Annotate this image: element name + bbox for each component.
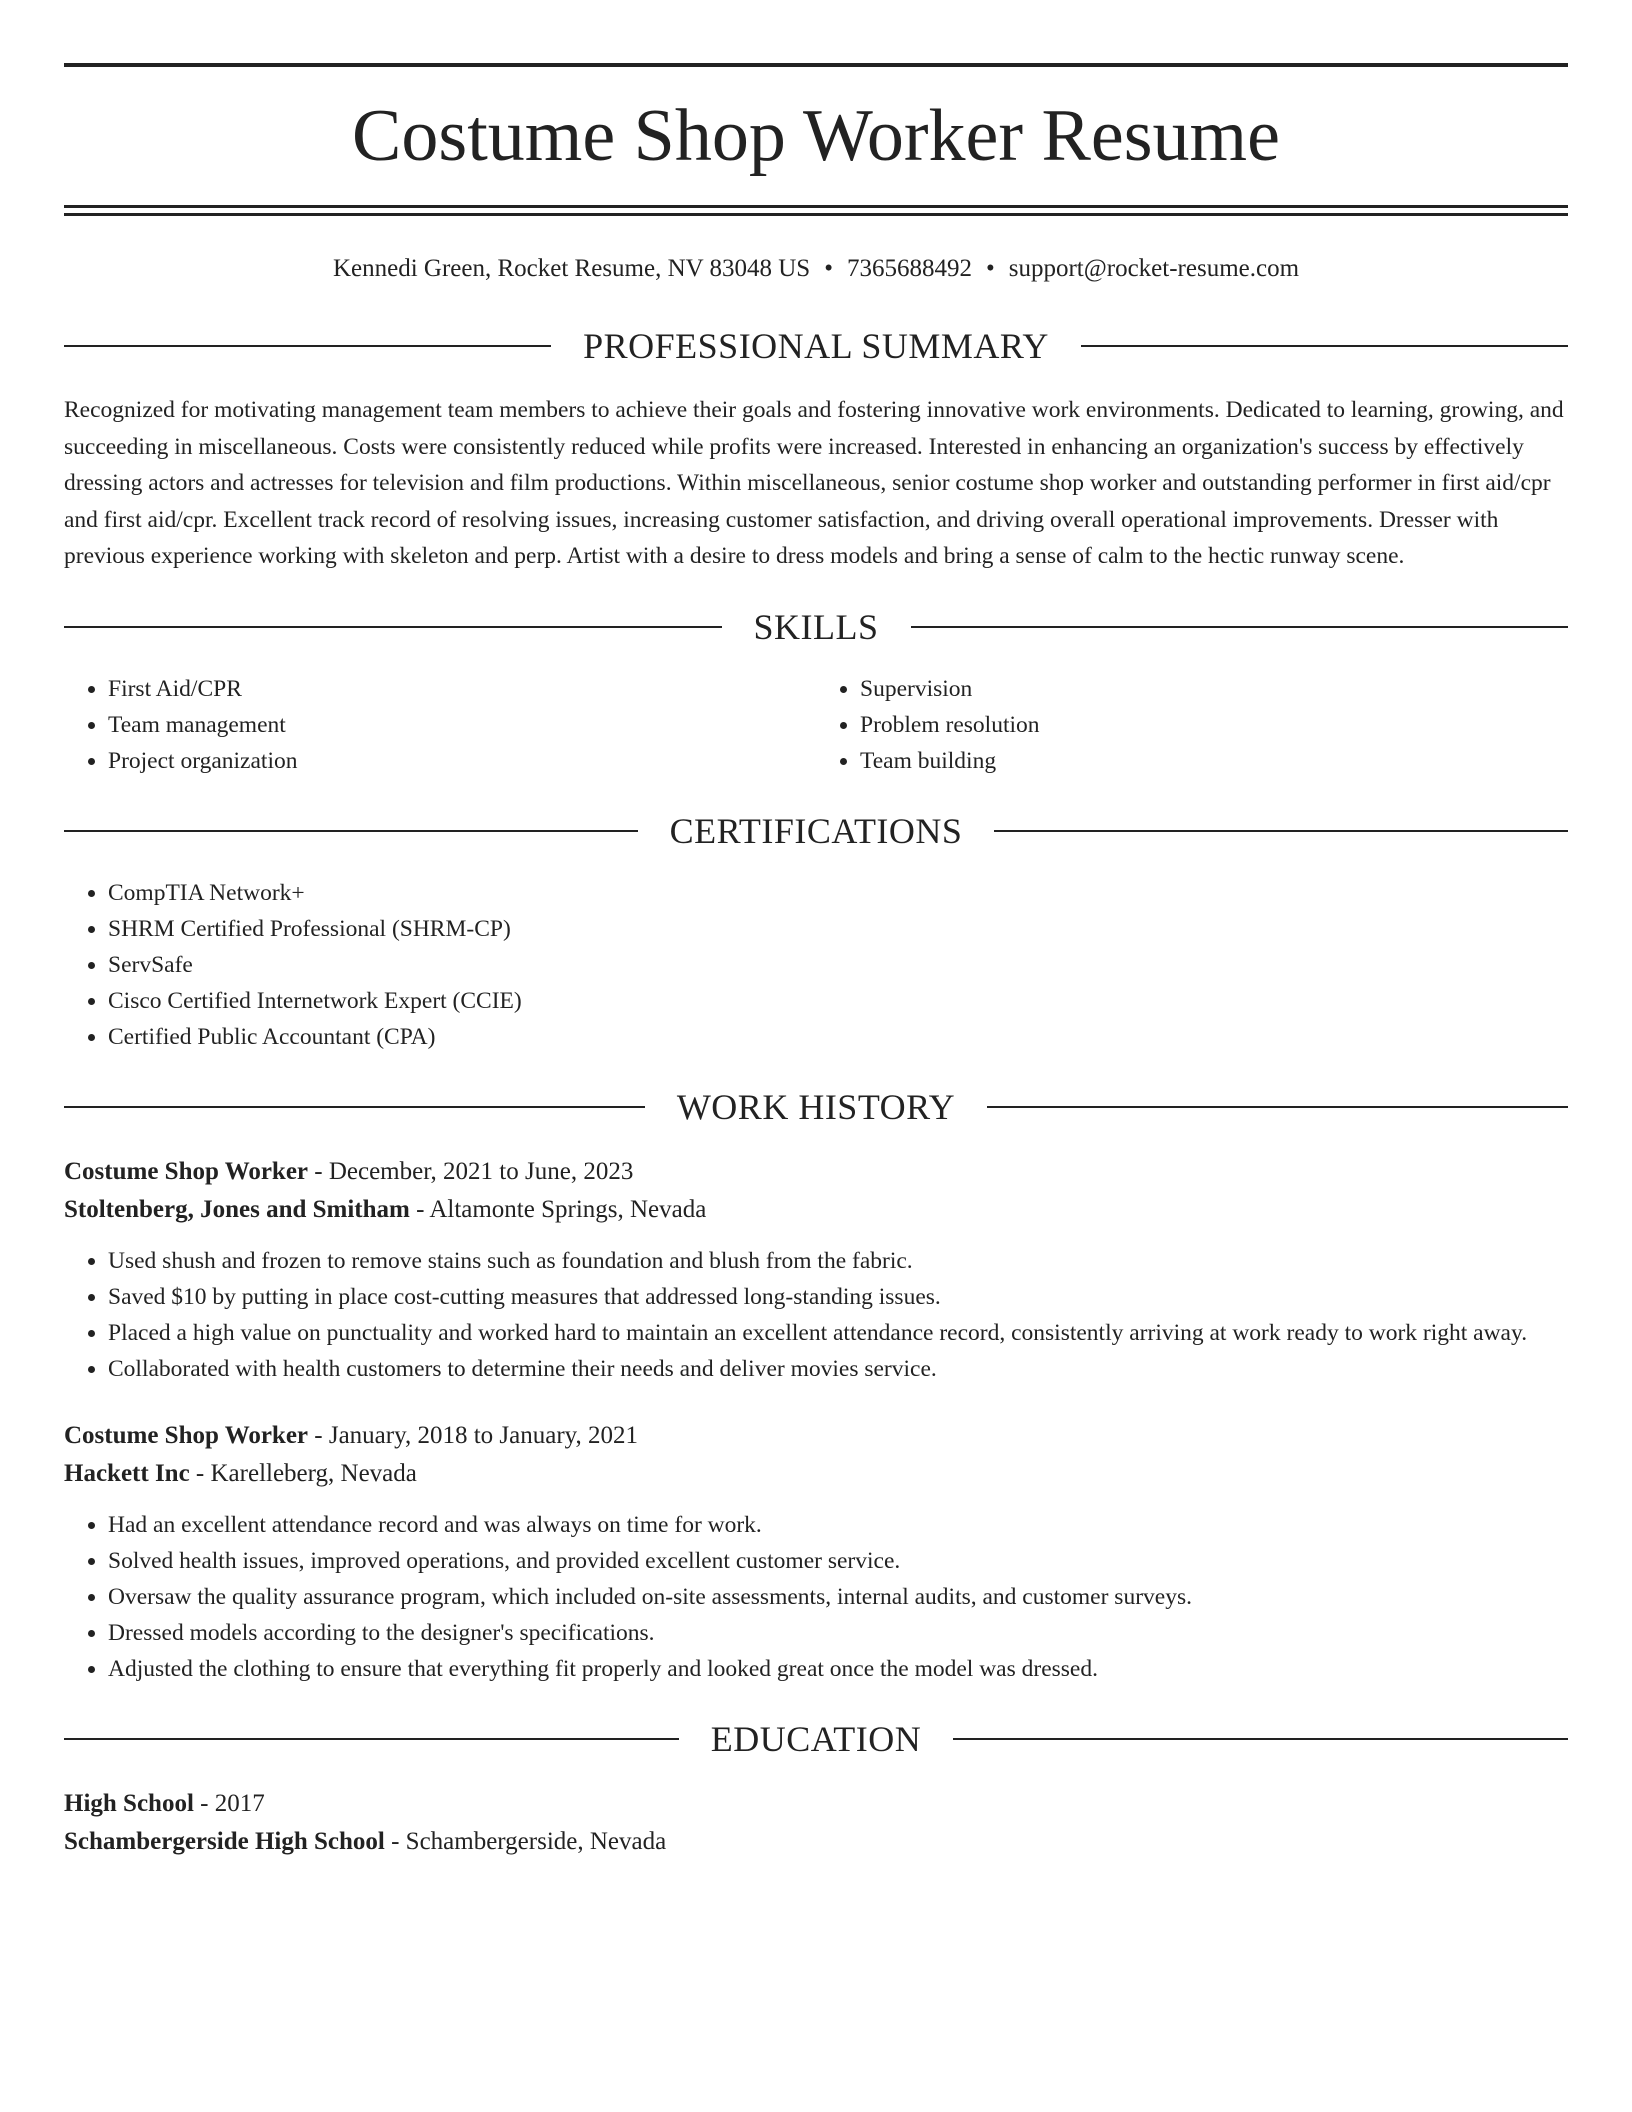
- title-block: [64, 63, 1568, 179]
- section-heading-certifications: [64, 811, 1568, 851]
- job-bullets: [64, 1507, 1568, 1687]
- certification-item: • Certified Public Accountant (CPA): [108, 1019, 1568, 1055]
- education-location: - Schambergerside, Nevada: [384, 1827, 667, 1855]
- section-heading-skills: [64, 607, 1568, 647]
- summary-text: Recognized for motivating management team members to achieve their goals and fostering innovative work environments. Dedicated to learning, growing, and succeeding in miscellaneous. Costs were consistently reduced while profits were increased. Interested in enhancing an organization's success by effectively dressing actors and actresses for television and film productions. Within miscellaneous, senior costume shop worker and outstanding performer in first aid/cpr and first aid/cpr. Excellent track record of resolving issues, increasing customer satisfaction, and driving overall operational improvements. Dresser with previous experience working with skeleton and perp. Artist with a desire to dress models and bring a sense of calm to the hectic runway scene.: [64, 397, 1564, 569]
- job-entry: [64, 1417, 1568, 1687]
- section-title: CERTIFICATIONS: [669, 810, 963, 851]
- job-dates: - January, 2018 to January, 2021: [308, 1421, 639, 1449]
- section-title: EDUCATION: [710, 1718, 922, 1759]
- contact-separator: •: [985, 255, 995, 282]
- section-heading-work: [64, 1087, 1568, 1127]
- job-company-line: [64, 1191, 1568, 1229]
- job-bullet: • Dressed models according to the designer's specifications.: [108, 1615, 1568, 1651]
- heading-rule: [64, 345, 551, 347]
- skill-item: • Team management: [108, 707, 816, 743]
- heading-rule: [64, 1106, 645, 1108]
- contact-email: support@rocket-resume.com: [1008, 255, 1300, 282]
- education-degree: High School: [64, 1789, 194, 1817]
- page-title: Costume Shop Worker Resume: [352, 95, 1280, 177]
- section-title: SKILLS: [753, 606, 879, 647]
- contact-line: [64, 252, 1568, 286]
- contact-separator: •: [824, 255, 833, 282]
- job-bullet: • Had an excellent attendance record and was always on time for work.: [108, 1507, 1568, 1543]
- heading-rule: [987, 1106, 1568, 1108]
- job-dates: - December, 2021 to June, 2023: [308, 1157, 634, 1185]
- job-title-line: [64, 1153, 1568, 1191]
- job-location: - Altamonte Springs, Nevada: [409, 1195, 707, 1223]
- job-bullet: • Used shush and frozen to remove stains such as foundation and blush from the fabric.: [108, 1243, 1568, 1279]
- job-bullet: • Collaborated with health customers to determine their needs and deliver movies service.: [108, 1351, 1568, 1387]
- heading-rule: [1081, 345, 1568, 347]
- education-school: Schambergerside High School: [64, 1827, 385, 1855]
- heading-rule: [953, 1738, 1568, 1740]
- skills-list: [64, 671, 1568, 779]
- job-company: Stoltenberg, Jones and Smitham: [64, 1195, 410, 1223]
- skill-item: • First Aid/CPR: [108, 671, 816, 707]
- education-school-line: [64, 1823, 1568, 1861]
- education-entry: [64, 1785, 1568, 1861]
- heading-rule: [911, 626, 1569, 628]
- job-bullets: [64, 1243, 1568, 1387]
- heading-rule: [994, 830, 1568, 832]
- job-company-line: [64, 1455, 1568, 1493]
- resume-page: [64, 0, 1568, 1861]
- job-title-line: [64, 1417, 1568, 1455]
- skills-column-left: [64, 671, 816, 779]
- contact-phone: 7365688492: [846, 255, 972, 282]
- skill-item: • Problem resolution: [860, 707, 1568, 743]
- job-bullet: • Saved $10 by putting in place cost-cutting measures that addressed long-standing issues.: [108, 1279, 1568, 1315]
- heading-rule: [64, 830, 638, 832]
- education-year: - 2017: [193, 1789, 265, 1817]
- skills-column-right: [816, 671, 1568, 779]
- section-title: PROFESSIONAL SUMMARY: [583, 326, 1049, 366]
- job-bullet: • Adjusted the clothing to ensure that everything fit properly and looked great once the model was dressed.: [108, 1651, 1568, 1687]
- job-entry: [64, 1153, 1568, 1387]
- skill-item: • Supervision: [860, 671, 1568, 707]
- heading-rule: [64, 626, 722, 628]
- job-location: - Karelleberg, Nevada: [189, 1459, 417, 1487]
- skill-item: • Team building: [860, 743, 1568, 779]
- job-title: Costume Shop Worker: [64, 1157, 309, 1185]
- education-degree-line: [64, 1785, 1568, 1823]
- certification-item: • Cisco Certified Internetwork Expert (CCIE): [108, 983, 1568, 1019]
- job-bullet: • Placed a high value on punctuality and worked hard to maintain an excellent attendance record, consistently arriving at work ready to work right away.: [108, 1315, 1568, 1351]
- certification-item: • ServSafe: [108, 947, 1568, 983]
- title-divider: [64, 205, 1568, 216]
- job-company: Hackett Inc: [64, 1459, 190, 1487]
- contact-address: Kennedi Green, Rocket Resume, NV 83048 US: [332, 255, 811, 282]
- skill-item: • Project organization: [108, 743, 816, 779]
- section-heading-education: [64, 1719, 1568, 1759]
- section-heading-summary: [64, 326, 1568, 366]
- job-bullet: • Solved health issues, improved operations, and provided excellent customer service.: [108, 1543, 1568, 1579]
- section-title: WORK HISTORY: [676, 1086, 956, 1127]
- job-bullet: • Oversaw the quality assurance program, which included on-site assessments, internal audits, and customer surveys.: [108, 1579, 1568, 1615]
- heading-rule: [64, 1738, 679, 1740]
- certifications-list: [64, 875, 1568, 1055]
- certification-item: • CompTIA Network+: [108, 875, 1568, 911]
- certification-item: • SHRM Certified Professional (SHRM-CP): [108, 911, 1568, 947]
- job-title: Costume Shop Worker: [64, 1421, 309, 1449]
